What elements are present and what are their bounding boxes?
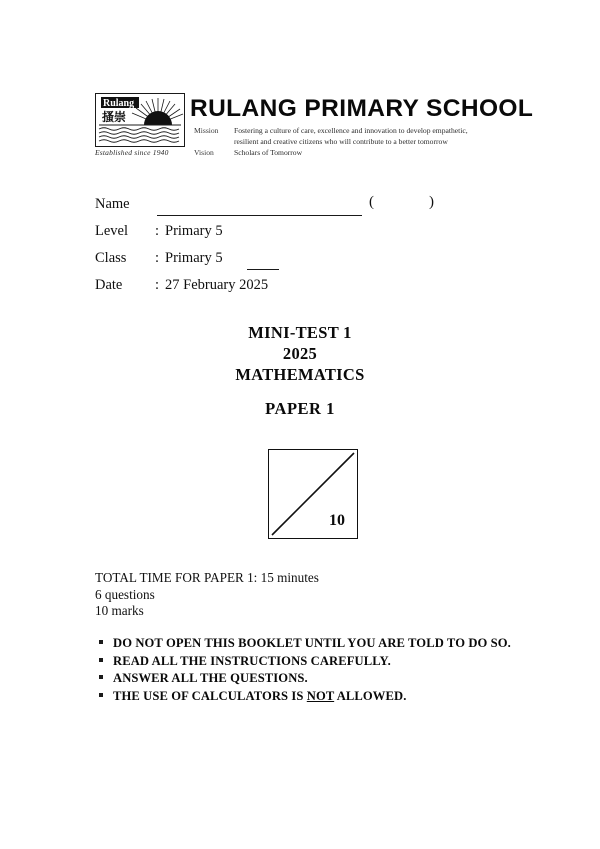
instruction-text-prefix: THE USE OF CALCULATORS IS xyxy=(113,688,307,703)
candidate-details xyxy=(95,196,455,304)
mission-vision-block xyxy=(194,126,539,159)
vision-row xyxy=(194,148,539,159)
date-value: 27 February 2025 xyxy=(165,277,269,293)
established-text: Established since 1940 xyxy=(95,148,169,157)
class-write-in-line[interactable] xyxy=(247,269,279,270)
marks-box xyxy=(268,449,358,539)
instruction-text-emphasis: NOT xyxy=(306,688,335,703)
logo-chinese-characters: 搔崇 xyxy=(102,110,127,124)
instruction-item xyxy=(97,689,547,705)
square-bullet-icon xyxy=(99,640,103,644)
instruction-item xyxy=(97,636,547,652)
paper-number-label: PAPER 1 xyxy=(265,399,335,418)
class-colon: : xyxy=(155,250,160,266)
date-colon: : xyxy=(155,277,160,293)
vision-label: Vision xyxy=(194,148,214,157)
rulang-crest-icon xyxy=(96,94,184,146)
square-bullet-icon xyxy=(99,675,103,679)
school-name-title: RULANG PRIMARY SCHOOL xyxy=(190,95,534,122)
instructions-list xyxy=(97,636,547,706)
instruction-text: ANSWER ALL THE QUESTIONS. xyxy=(113,671,308,685)
instruction-item xyxy=(97,654,547,670)
mission-line-1: Fostering a culture of care, excellence and innovation to develop empathetic, xyxy=(234,126,468,135)
date-row xyxy=(95,277,455,304)
school-header xyxy=(95,93,535,171)
class-row xyxy=(95,250,455,277)
marks-count-line: 10 marks xyxy=(95,603,144,618)
exam-title-block xyxy=(0,322,600,385)
name-write-in-line[interactable] xyxy=(157,215,362,216)
mission-line-2: resilient and creative citizens who will contribute to a better tomorrow xyxy=(234,137,448,146)
question-count-line: 6 questions xyxy=(95,586,155,602)
exam-title-line-3: MATHEMATICS xyxy=(235,365,365,384)
instruction-text-suffix: ALLOWED. xyxy=(334,688,407,703)
paper-summary xyxy=(95,570,515,620)
level-value: Primary 5 xyxy=(165,223,223,239)
logo-wordmark: Rulang xyxy=(103,98,135,109)
instruction-text: READ ALL THE INSTRUCTIONS CAREFULLY. xyxy=(113,653,391,668)
total-marks-value: 10 xyxy=(329,512,345,529)
class-label: Class xyxy=(95,250,127,266)
exam-title-line-1: MINI-TEST 1 xyxy=(248,323,352,342)
school-logo xyxy=(95,93,185,147)
name-label: Name xyxy=(95,196,130,212)
exam-title-line-2: 2025 xyxy=(282,344,318,363)
total-time-line: TOTAL TIME FOR PAPER 1: 15 minutes xyxy=(95,570,319,585)
level-colon: : xyxy=(155,223,160,239)
name-row xyxy=(95,196,455,223)
vision-text: Scholars of Tomorrow xyxy=(234,148,303,157)
square-bullet-icon xyxy=(99,693,103,697)
class-value: Primary 5 xyxy=(165,250,223,266)
instruction-text: DO NOT OPEN THIS BOOKLET UNTIL YOU ARE TOLD TO DO SO. xyxy=(113,636,511,650)
name-index-paren-close: ) xyxy=(429,194,434,210)
date-label: Date xyxy=(95,277,123,293)
mission-row xyxy=(194,126,539,146)
instruction-item xyxy=(97,671,547,687)
square-bullet-icon xyxy=(99,658,103,662)
level-row xyxy=(95,223,455,250)
mission-label: Mission xyxy=(194,126,219,135)
name-index-paren-open: ( xyxy=(369,194,374,210)
level-label: Level xyxy=(95,223,129,239)
